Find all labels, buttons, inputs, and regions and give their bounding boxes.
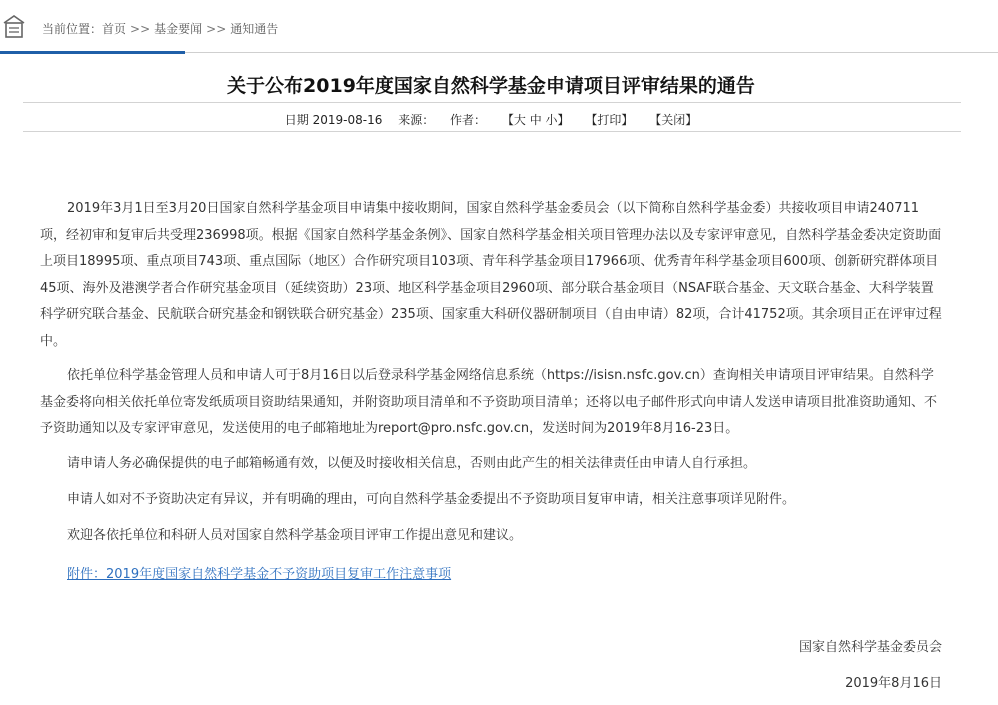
article-meta	[0, 111, 982, 128]
top-navigation-bar	[0, 0, 998, 56]
signature-date: 2019年8月16日	[845, 676, 942, 691]
article-paragraph-1: 2019年3月1日至3月20日国家自然科学基金项目申请集中接收期间，国家自然科学基金委员会（以下简称自然科学基金委）共接收项目申请240711项，经初审和复审后共受理236998项。根据《国家自然科学基金条例》、国家自然科学基金相关项目管理办法以及专家评审意见，自然科学基金委决定资助面上项目18995项、重点项目743项、重点国际（地区）合作研究项目103项、青年科学基金项目17966项、优秀青年科学基金项目600项、创新研究群体项目45项、海外及港澳学者合作研究基金项目（延续资助）23项、地区科学基金项目2960项、部分联合基金项目（NSAF联合基金、天文联合基金、大科学装置科学研究联合基金、民航联合研究基金和钢铁联合研究基金）235项、国家重大科研仪器研制项目（自由申请）82项，合计41752项。其余项目正在评审过程中。	[40, 201, 942, 349]
article-paragraph-3: 请申请人务必确保提供的电子邮箱畅通有效，以便及时接收相关信息，否则由此产生的相关法律责任由申请人自行承担。	[67, 456, 757, 471]
title-divider	[23, 102, 961, 103]
close-link[interactable]: 【关闭】	[649, 113, 698, 127]
breadcrumb-news-link[interactable]: 基金要闻	[154, 22, 203, 36]
source-label: 来源：	[398, 113, 435, 127]
attachment-link[interactable]: 附件：2019年度国家自然科学基金不予资助项目复审工作注意事项	[67, 567, 452, 582]
font-size-control[interactable]: 【大 中 小】	[501, 113, 570, 127]
home-icon[interactable]	[2, 14, 26, 40]
breadcrumb-separator: >>	[206, 22, 227, 36]
breadcrumb-accent-line	[0, 51, 185, 54]
article-paragraph-4: 申请人如对不予资助决定有异议，并有明确的理由，可向自然科学基金委提出不予资助项目复审申请，相关注意事项详见附件。	[67, 492, 796, 507]
print-link[interactable]: 【打印】	[585, 113, 634, 127]
breadcrumb-notices-link[interactable]: 通知通告	[230, 22, 279, 36]
publish-date: 日期 2019-08-16	[284, 113, 383, 127]
meta-divider	[23, 131, 961, 132]
article-paragraph-5: 欢迎各依托单位和科研人员对国家自然科学基金项目评审工作提出意见和建议。	[67, 528, 523, 543]
breadcrumb	[42, 20, 278, 37]
author-label: 作者：	[450, 113, 487, 127]
signature-org: 国家自然科学基金委员会	[798, 640, 942, 655]
article-paragraph-2: 依托单位科学基金管理人员和申请人可于8月16日以后登录科学基金网络信息系统（https://isisn.nsfc.gov.cn）查询相关申请项目评审结果。自然科学基金委将向相关依托单位寄发纸质项目资助结果通知，并附资助项目清单和不予资助项目清单；还将以电子邮件形式向申请人发送申请项目批准资助通知、不予资助通知以及专家评审意见，发送使用的电子邮箱地址为report@pro.nsfc.gov.cn，发送时间为2019年8月16-23日。	[40, 368, 938, 436]
breadcrumb-prefix: 当前位置：	[42, 22, 103, 36]
breadcrumb-divider	[185, 52, 998, 53]
article-title: 关于公布2019年度国家自然科学基金申请项目评审结果的通告	[227, 75, 755, 97]
breadcrumb-separator: >>	[130, 22, 151, 36]
breadcrumb-home-link[interactable]: 首页	[102, 22, 127, 36]
